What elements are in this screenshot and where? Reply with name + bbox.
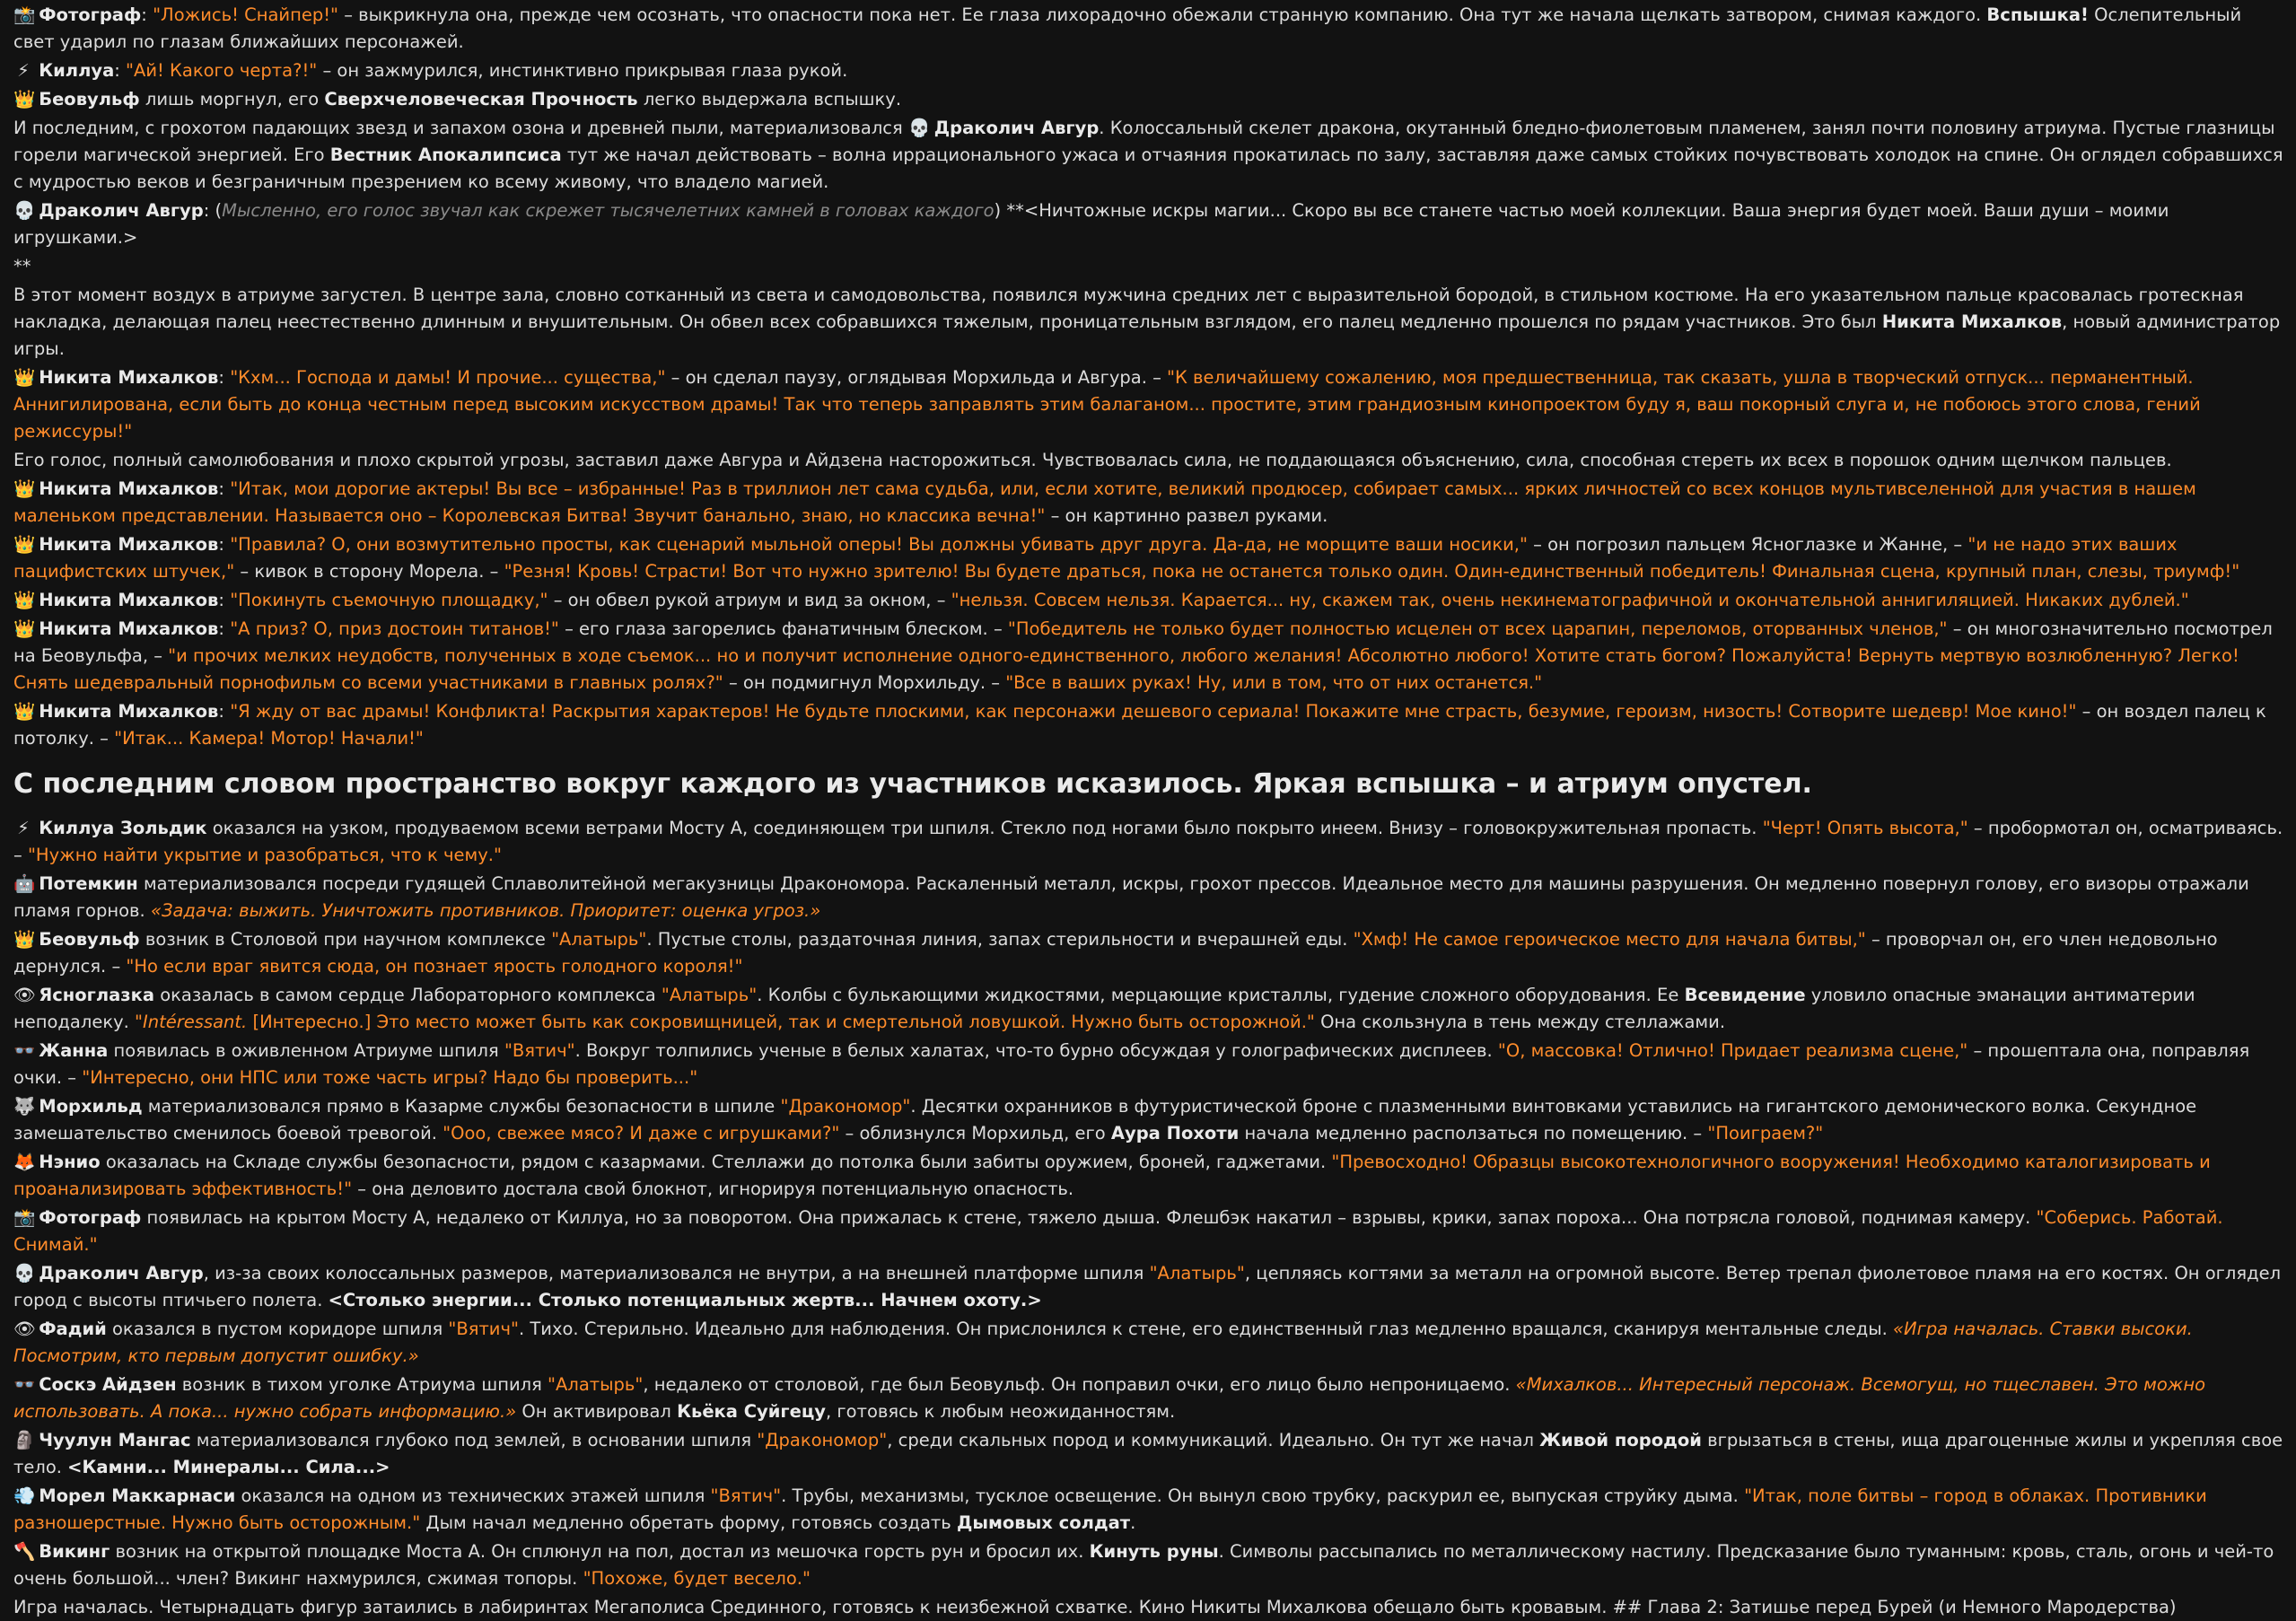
character-name: Драколич Авгур: [927, 118, 1100, 138]
narration-text: оказалась в самом сердце Лабораторного комплекса: [154, 985, 662, 1005]
narration-text: И последним, с грохотом падающих звезд и запахом озона и древней пыли, материализовался: [13, 118, 908, 138]
narration-text: В этот момент воздух в атриуме загустел. В центре зала, словно сотканный из света и самодовольства, появился мужчина средних лет с выразительной бородой, в стильном костюме. На его указательном пальце красовалась гротескная накладка, делающая палец неестественно длинным и внушительным. Он обвел всех собравшихся тяжелым, проницательным взглядом, его палец медленно прошелся по рядам участников. Это был: [13, 285, 2244, 332]
dialogue-italic: «Михалков... Интересный персонаж. Всемогущ, но тщеславен. Это можно использовать. А пока... нужно собрать информацию.»: [13, 1374, 2206, 1422]
character-name: Никита Михалков: [39, 534, 219, 555]
dialogue-text: "Ай! Какого черта?!": [126, 60, 318, 81]
narration-text: , новый администратор игры.: [13, 311, 2281, 359]
character-name: Викинг: [39, 1541, 110, 1562]
camera-icon: 📸: [13, 1207, 36, 1228]
character-name: Никита Михалков: [39, 478, 219, 499]
skull-icon: 💀: [13, 1263, 36, 1284]
story-paragraph: [13, 57, 2283, 84]
narration-text: – кивок в сторону Морела. –: [234, 561, 504, 582]
narration-text: возник в тихом уголке Атриума шпиля: [176, 1374, 548, 1395]
thought-text: Мысленно, его голос звучал как скрежет тысячелетних камней в головах каждого: [222, 200, 995, 221]
lightning-icon: ⚡: [17, 60, 30, 81]
narration-text: Она скользнула в тень между стеллажами.: [1314, 1012, 1726, 1032]
narration-text: ) **<Ничтожные искры магии... Скоро вы все станете частью моей коллекции. Ваша энергия будет моей. Ваши души – моими игрушками.>: [13, 200, 2169, 248]
crown-icon: 👑: [13, 478, 36, 499]
dialogue-text: "Я жду от вас драмы! Конфликта! Раскрытия характеров! Не будьте плоскими, как персонажи дешевого сериала! Покажите мне страсть, безумие, героизм, низость! Сотворите шедевр! Мое кино!": [230, 701, 2077, 722]
dialogue-italic: "Intéressant.: [135, 1012, 248, 1032]
narration-text: лишь моргнул, его: [139, 89, 325, 110]
character-name: Кинуть руны: [1089, 1541, 1219, 1562]
character-name: Живой породой: [1539, 1430, 1702, 1450]
narration-text: :: [218, 701, 231, 722]
character-name: Аура Похоти: [1110, 1123, 1240, 1143]
character-name: Вестник Апокалипсиса: [329, 145, 562, 165]
dialogue-text: [Интересно.] Это место может быть как сокровищницей, так и смертельной ловушкой. Нужно быть осторожной.": [247, 1012, 1315, 1032]
narration-text: – он воздел палец к потолку. –: [13, 701, 2266, 749]
glasses-icon: 👓: [13, 1040, 36, 1061]
axe-icon: 🪓: [13, 1541, 36, 1562]
story-part-1: [13, 2, 2283, 752]
story-paragraph: [13, 1483, 2283, 1537]
narration-text: :: [141, 4, 153, 25]
narration-text: материализовался прямо в Казарме службы безопасности в шпиле: [142, 1096, 781, 1117]
story-paragraph: [13, 815, 2283, 869]
story-paragraph: [13, 698, 2283, 752]
narration-text: . Трубы, механизмы, тусклое освещение. Он вынул свою трубку, раскурил ее, выпуская струйку дыма.: [781, 1485, 1745, 1506]
crown-icon: 👑: [13, 929, 36, 950]
dialogue-text: "Вятич": [504, 1040, 575, 1061]
dialogue-text: "Но если враг явится сюда, он познает ярость голодного короля!": [126, 956, 743, 977]
dialogue-text: "Ложись! Снайпер!": [153, 4, 339, 25]
narration-text: – облизнулся Морхильд, его: [839, 1123, 1111, 1143]
crown-icon: 👑: [13, 367, 36, 388]
camera-icon: 📸: [13, 4, 36, 25]
narration-text: :: [218, 478, 231, 499]
narration-text: – его глаза загорелись фанатичным блеском. –: [558, 618, 1008, 639]
dialogue-text: "Итак... Камера! Мотор! Начали!": [114, 728, 424, 749]
narration-text: . Колбы с булькающими жидкостями, мерцающие кристаллы, гудение сложного оборудования. Ее: [757, 985, 1685, 1005]
character-name: Чуулун Мангас: [39, 1430, 191, 1450]
narration-text: :: [218, 534, 231, 555]
story-paragraph: [13, 587, 2283, 614]
story-paragraph: [13, 476, 2283, 530]
skull-icon: 💀: [13, 200, 36, 221]
crown-icon: 👑: [13, 590, 36, 610]
story-paragraph: [13, 364, 2283, 445]
character-name: Фотограф: [39, 4, 142, 25]
narration-text: – выкрикнула она, прежде чем осознать, что опасности пока нет. Ее глаза лихорадочно обежали странную компанию. Она тут же начала щелкать затвором, снимая каждого.: [338, 4, 1987, 25]
dialogue-text: "Кхм... Господа и дамы! И прочие... существа,": [230, 367, 666, 388]
character-name: Соскэ Айдзен: [39, 1374, 177, 1395]
fox-icon: 🦊: [13, 1152, 36, 1172]
crown-icon: 👑: [13, 89, 36, 110]
dialogue-text: "Дракономор": [780, 1096, 911, 1117]
dialogue-text: "Превосходно! Образцы высокотехнологичного вооружения! Необходимо каталогизировать и проанализировать эффективность!": [13, 1152, 2211, 1199]
character-name: Морхильд: [39, 1096, 143, 1117]
narration-text: появилась в оживленном Атриуме шпиля: [108, 1040, 504, 1061]
dialogue-text: "Итак, поле битвы – город в облаках. Противники разношерстные. Нужно быть осторожным.": [13, 1485, 2207, 1533]
story-paragraph: [13, 1427, 2283, 1481]
character-name: Беовульф: [39, 929, 140, 950]
crown-icon: 👑: [13, 534, 36, 555]
narration-text: . Колоссальный скелет дракона, окутанный бледно-фиолетовым пламенем, занял почти половину атриума. Пустые глазницы горели магической энергией. Его: [13, 118, 2275, 165]
dialogue-text: "Вятич": [710, 1485, 782, 1506]
narration-text: , из-за своих колоссальных размеров, материализовался не внутри, а на внешней платформе шпиля: [203, 1263, 1150, 1284]
narration-text: Он активировал: [516, 1401, 678, 1422]
narration-text: – он картинно развел руками.: [1045, 505, 1328, 526]
story-paragraph: [13, 253, 2283, 280]
story-paragraph: [13, 926, 2283, 980]
dialogue-text: "нельзя. Совсем нельзя. Карается... ну, скажем так, очень некинематографичной и окончательной аннигиляцией. Никаких дублей.": [951, 590, 2189, 610]
character-name: Беовульф: [39, 89, 140, 110]
narration-text: – проворчал он, его член недовольно дернулся. –: [13, 929, 2218, 977]
story-paragraph: [13, 2, 2283, 56]
narration-text: начала медленно расползаться по помещению. –: [1239, 1123, 1708, 1143]
story-paragraph: [13, 531, 2283, 585]
dialogue-text: "О, массовка! Отлично! Придает реализма сцене,": [1497, 1040, 1968, 1061]
eye-icon: 👁: [13, 985, 36, 1005]
narration-text: . Вокруг толпились ученые в белых халатах, что-то бурно обсуждая у голографических дисплеев.: [574, 1040, 1498, 1061]
narration-text: – он зажмурился, инстинктивно прикрывая глаза рукой.: [317, 60, 848, 81]
narration-text: тут же начал действовать – волна иррационального ужаса и отчаяния прокатилась по залу, заставляя даже самых стойких почувствовать холодок на спине. Он оглядел собравшихся с мудростью веков и безграничным презрением ко всему живому, что владело магией.: [13, 145, 2283, 192]
narration-text: вгрызаться в стены, ища драгоценные жилы и укрепляя свое тело.: [13, 1430, 2283, 1477]
narration-text: появилась на крытом Мосту А, недалеко от Киллуа, но за поворотом. Она прижалась к стене, тяжело дыша. Флешбэк накатил – взрывы, крики, запах пороха... Она потрясла головой, поднимая камеру.: [141, 1207, 2037, 1228]
narration-text: оказался на одном из технических этажей шпиля: [235, 1485, 711, 1506]
lightning-icon: ⚡: [17, 818, 30, 838]
dialogue-text: "Алатырь": [551, 929, 647, 950]
character-name: <Столько энергии... Столько потенциальных жертв... Начнем охоту.>: [328, 1290, 1042, 1310]
story-paragraph: [13, 616, 2283, 697]
dialogue-text: "Алатырь": [548, 1374, 644, 1395]
narration-text: материализовался глубоко под землей, в основании шпиля: [190, 1430, 758, 1450]
robot-icon: 🤖: [13, 873, 36, 894]
dialogue-text: "Дракономор": [757, 1430, 888, 1450]
glasses-icon: 👓: [13, 1374, 36, 1395]
narration-text: – он подмигнул Морхильду. –: [723, 672, 1006, 693]
story-paragraph: [13, 1093, 2283, 1147]
character-name: Никита Михалков: [39, 367, 219, 388]
narration-text: , недалеко от столовой, где был Беовульф. Он поправил очки, его лицо было непроницаемо.: [643, 1374, 1516, 1395]
narration-text: – прошептала она, поправляя очки. –: [13, 1040, 2250, 1088]
story-paragraph: [13, 1038, 2283, 1091]
crown-icon: 👑: [13, 701, 36, 722]
story-paragraph: [13, 871, 2283, 924]
story-paragraph: [13, 1538, 2283, 1592]
narration-text: , цепляясь когтями за металл на огромной высоте. Ветер трепал фиолетовое пламя на его костях. Он оглядел город с высоты птичьего полета.: [13, 1263, 2282, 1310]
character-name: Фотограф: [39, 1207, 142, 1228]
character-name: Никита Михалков: [39, 618, 219, 639]
narration-text: Его голос, полный самолюбования и плохо скрытой угрозы, заставил даже Авгура и Айдзена насторожиться. Чувствовалась сила, не поддающаяся объяснению, сила, способная стереть их всех в порошок одним щелчком пальцев.: [13, 450, 2172, 470]
story-paragraph: [13, 1371, 2283, 1425]
character-name: Драколич Авгур: [39, 1263, 204, 1284]
dialogue-text: "Соберись. Работай. Снимай.": [13, 1207, 2223, 1255]
dialogue-text: "Нужно найти укрытие и разобраться, что к чему.": [27, 845, 502, 865]
eye-icon: 👁: [13, 1319, 36, 1339]
narration-text: :: [218, 590, 231, 610]
dialogue-text: "Все в ваших руках! Ну, или в том, что от них останется.": [1005, 672, 1543, 693]
character-name: Никита Михалков: [39, 590, 219, 610]
narration-text: :: [218, 367, 231, 388]
character-name: Кьёка Суйгецу: [677, 1401, 827, 1422]
narration-text: – она деловито достала свой блокнот, игнорируя потенциальную опасность.: [352, 1179, 1074, 1199]
scene-heading: С последним словом пространство вокруг каждого из участников исказилось. Яркая вспышка – и атриум опустел.: [13, 768, 1812, 800]
character-name: Киллуа: [39, 60, 115, 81]
narration-text: Игра началась. Четырнадцать фигур затаились в лабиринтах Мегаполиса Срединного, готовясь к неизбежной схватке. Кино Никиты Михалкова обещало быть кровавым. ## Глава 2: Затишье перед Бурей (и Немного Мародерства): [13, 1597, 2177, 1617]
narration-text: оказалась на Складе службы безопасности, рядом с казармами. Стеллажи до потолка были забиты оружием, броней, гаджетами.: [100, 1152, 1332, 1172]
narration-text: – он погрозил пальцем Ясноглазке и Жанне, –: [1527, 534, 1968, 555]
dialogue-text: "Похоже, будет весело.": [583, 1568, 811, 1589]
dialogue-text: "Хмф! Не самое героическое место для начала битвы,": [1353, 929, 1866, 950]
narration-text: . Пустые столы, раздаточная линия, запах стерильности и вчерашней еды.: [646, 929, 1354, 950]
dialogue-text: "Правила? О, они возмутительно просты, как сценарий мыльной оперы! Вы должны убивать друг друга. Да-да, не морщите ваши носики,": [230, 534, 1528, 555]
character-name: Морел Маккарнаси: [39, 1485, 236, 1506]
character-name: Драколич Авгур: [39, 200, 204, 221]
narration-text: Дым начал медленно обретать форму, готовясь создать: [420, 1512, 957, 1533]
wolf-icon: 🐺: [13, 1096, 36, 1117]
character-name: Никита Михалков: [39, 701, 219, 722]
story-paragraph: [13, 282, 2283, 363]
narration-text: , готовясь к любым неожиданностям.: [826, 1401, 1176, 1422]
dialogue-italic: «Задача: выжить. Уничтожить противников. Приоритет: оценка угроз.»: [150, 900, 821, 921]
narration-text: – пробормотал он, осматриваясь. –: [13, 818, 2283, 865]
dialogue-text: "Вятич": [448, 1319, 519, 1339]
dialogue-text: "К величайшему сожалению, моя предшественница, так сказать, ушла в творческий отпуск... перманентный. Аннигилирована, если быть до конца честным перед высоким искусством драмы! Так что теперь заправлять этим балаганом... простите, этим грандиозным кинопроектом буду я, ваш покорный слуга и, не побоюсь этого слова, гений режиссуры!": [13, 367, 2201, 442]
dialogue-text: "и прочих мелких неудобств, полученных в ходе съемок... но и получит исполнение одного-единственного, любого желания! Абсолютно любого! Хотите стать богом? Пожалуйста! Вернуть мертвую возлюбленную? Легко! Снять шедевральный порнофильм со всеми участниками в главных ролях?": [13, 645, 2239, 693]
narration-text: **: [13, 256, 31, 276]
dialogue-text: "Итак, мои дорогие актеры! Вы все – избранные! Раз в триллион лет сама судьба, или, если хотите, великий продюсер, собирает самых... ярких личностей со всех концов мультивселенной для участия в нашем маленьком представлении. Называется оно – Королевская Битва! Звучит банально, знаю, но классика вечна!": [13, 478, 2196, 526]
narration-text: – он сделал паузу, оглядывая Морхильда и Авгура. –: [665, 367, 1168, 388]
narration-text: . Десятки охранников в футуристической броне с плазменными винтовками уставились на гигантского демонического волка. Секундное замешательство сменилось боевой тревогой.: [13, 1096, 2197, 1143]
story-paragraph: [13, 1594, 2283, 1621]
dialogue-text: "Победитель не только будет полностью исцелен от всех царапин, переломов, оторванных членов,": [1007, 618, 1948, 639]
dialogue-text: "и не надо этих ваших пацифистских штучек,": [13, 534, 2178, 582]
story-paragraph: [13, 1260, 2283, 1314]
skull-icon: 💀: [907, 118, 931, 138]
character-name: Сверхчеловеческая Прочность: [324, 89, 638, 110]
narration-text: уловило опасные эманации антиматерии неподалеку.: [13, 985, 2195, 1032]
character-name: Нэнио: [39, 1152, 101, 1172]
dialogue-text: "Алатырь": [661, 985, 758, 1005]
dialogue-italic: «Игра началась. Ставки высоки. Посмотрим, кто первым допустит ошибку.»: [13, 1319, 2193, 1366]
narration-text: – он многозначительно посмотрел на Беовульфа, –: [13, 618, 2273, 666]
narration-text: , среди скальных пород и коммуникаций. Идеально. Он тут же начал: [887, 1430, 1540, 1450]
story-part-2: [13, 815, 2283, 1621]
character-name: Киллуа Зольдик: [39, 818, 207, 838]
dialogue-text: "Ооо, свежее мясо? И даже с игрушками?": [443, 1123, 840, 1143]
dialogue-text: "Алатырь": [1149, 1263, 1245, 1284]
narration-text: оказался на узком, продуваемом всеми ветрами Мосту А, соединяющем три шпиля. Стекло под ногами было покрыто инеем. Внизу – головокружительная пропасть.: [206, 818, 1763, 838]
narration-text: : (: [203, 200, 223, 221]
crown-icon: 👑: [13, 618, 36, 639]
dialogue-text: "А приз? О, приз достоин титанов!": [230, 618, 559, 639]
narration-text: Ослепительный свет ударил по глазам ближайших персонажей.: [13, 4, 2242, 52]
story-paragraph: [13, 447, 2283, 474]
character-name: Жанна: [39, 1040, 109, 1061]
story-paragraph: [13, 197, 2283, 251]
dialogue-text: "Черт! Опять высота,": [1762, 818, 1968, 838]
narration-text: оказался в пустом коридоре шпиля: [106, 1319, 449, 1339]
narration-text: легко выдержала вспышку.: [637, 89, 902, 110]
narration-text: :: [218, 618, 231, 639]
narration-text: возник в Столовой при научном комплексе: [139, 929, 552, 950]
story-paragraph: [13, 1205, 2283, 1258]
character-name: Вспышка!: [1986, 4, 2089, 25]
character-name: Всевидение: [1684, 985, 1806, 1005]
story-paragraph: [13, 115, 2283, 196]
story-paragraph: [13, 1316, 2283, 1370]
narration-text: :: [114, 60, 127, 81]
dialogue-text: "Резня! Кровь! Страсти! Вот что нужно зрителю! Вы будете драться, пока не останется только один. Один-единственный победитель! Финальная сцена, крупный план, слезы, триумф!": [504, 561, 2240, 582]
rock-icon: 🗿: [13, 1430, 36, 1450]
character-name: Никита Михалков: [1881, 311, 2063, 332]
pipe-icon: 💨: [13, 1485, 36, 1506]
narration-text: . Тихо. Стерильно. Идеально для наблюдения. Он прислонился к стене, его единственный глаз медленно вращался, сканируя ментальные следы.: [518, 1319, 1893, 1339]
story-paragraph: [13, 982, 2283, 1036]
narration-text: . Символы рассыпались по металлическому настилу. Предсказание было туманным: кровь, сталь, огонь и чей-то очень большой... член? Викинг нахмурился, сжимая топоры.: [13, 1541, 2274, 1589]
narration-text: .: [1130, 1512, 1136, 1533]
character-name: Ясноглазка: [39, 985, 155, 1005]
character-name: Фадий: [39, 1319, 107, 1339]
narration-text: возник на открытой площадке Моста А. Он сплюнул на пол, достал из мешочка горсть рун и бросил их.: [110, 1541, 1090, 1562]
narration-text: материализовался посреди гудящей Сплаволитейной мегакузницы Дракономора. Раскаленный металл, искры, грохот прессов. Идеальное место для машины разрушения. Он медленно повернул голову, его визоры отражали пламя горнов.: [13, 873, 2249, 921]
dialogue-text: "Поиграем?": [1707, 1123, 1824, 1143]
dialogue-text: "Покинуть съемочную площадку,": [230, 590, 548, 610]
dialogue-text: "Интересно, они НПС или тоже часть игры? Надо бы проверить...": [82, 1067, 698, 1088]
character-name: Потемкин: [39, 873, 138, 894]
character-name: Дымовых солдат: [956, 1512, 1131, 1533]
narration-text: – он обвел рукой атриум и вид за окном, –: [548, 590, 951, 610]
character-name: <Камни... Минералы... Сила...>: [67, 1457, 390, 1477]
story-paragraph: [13, 1149, 2283, 1203]
story-paragraph: [13, 86, 2283, 113]
